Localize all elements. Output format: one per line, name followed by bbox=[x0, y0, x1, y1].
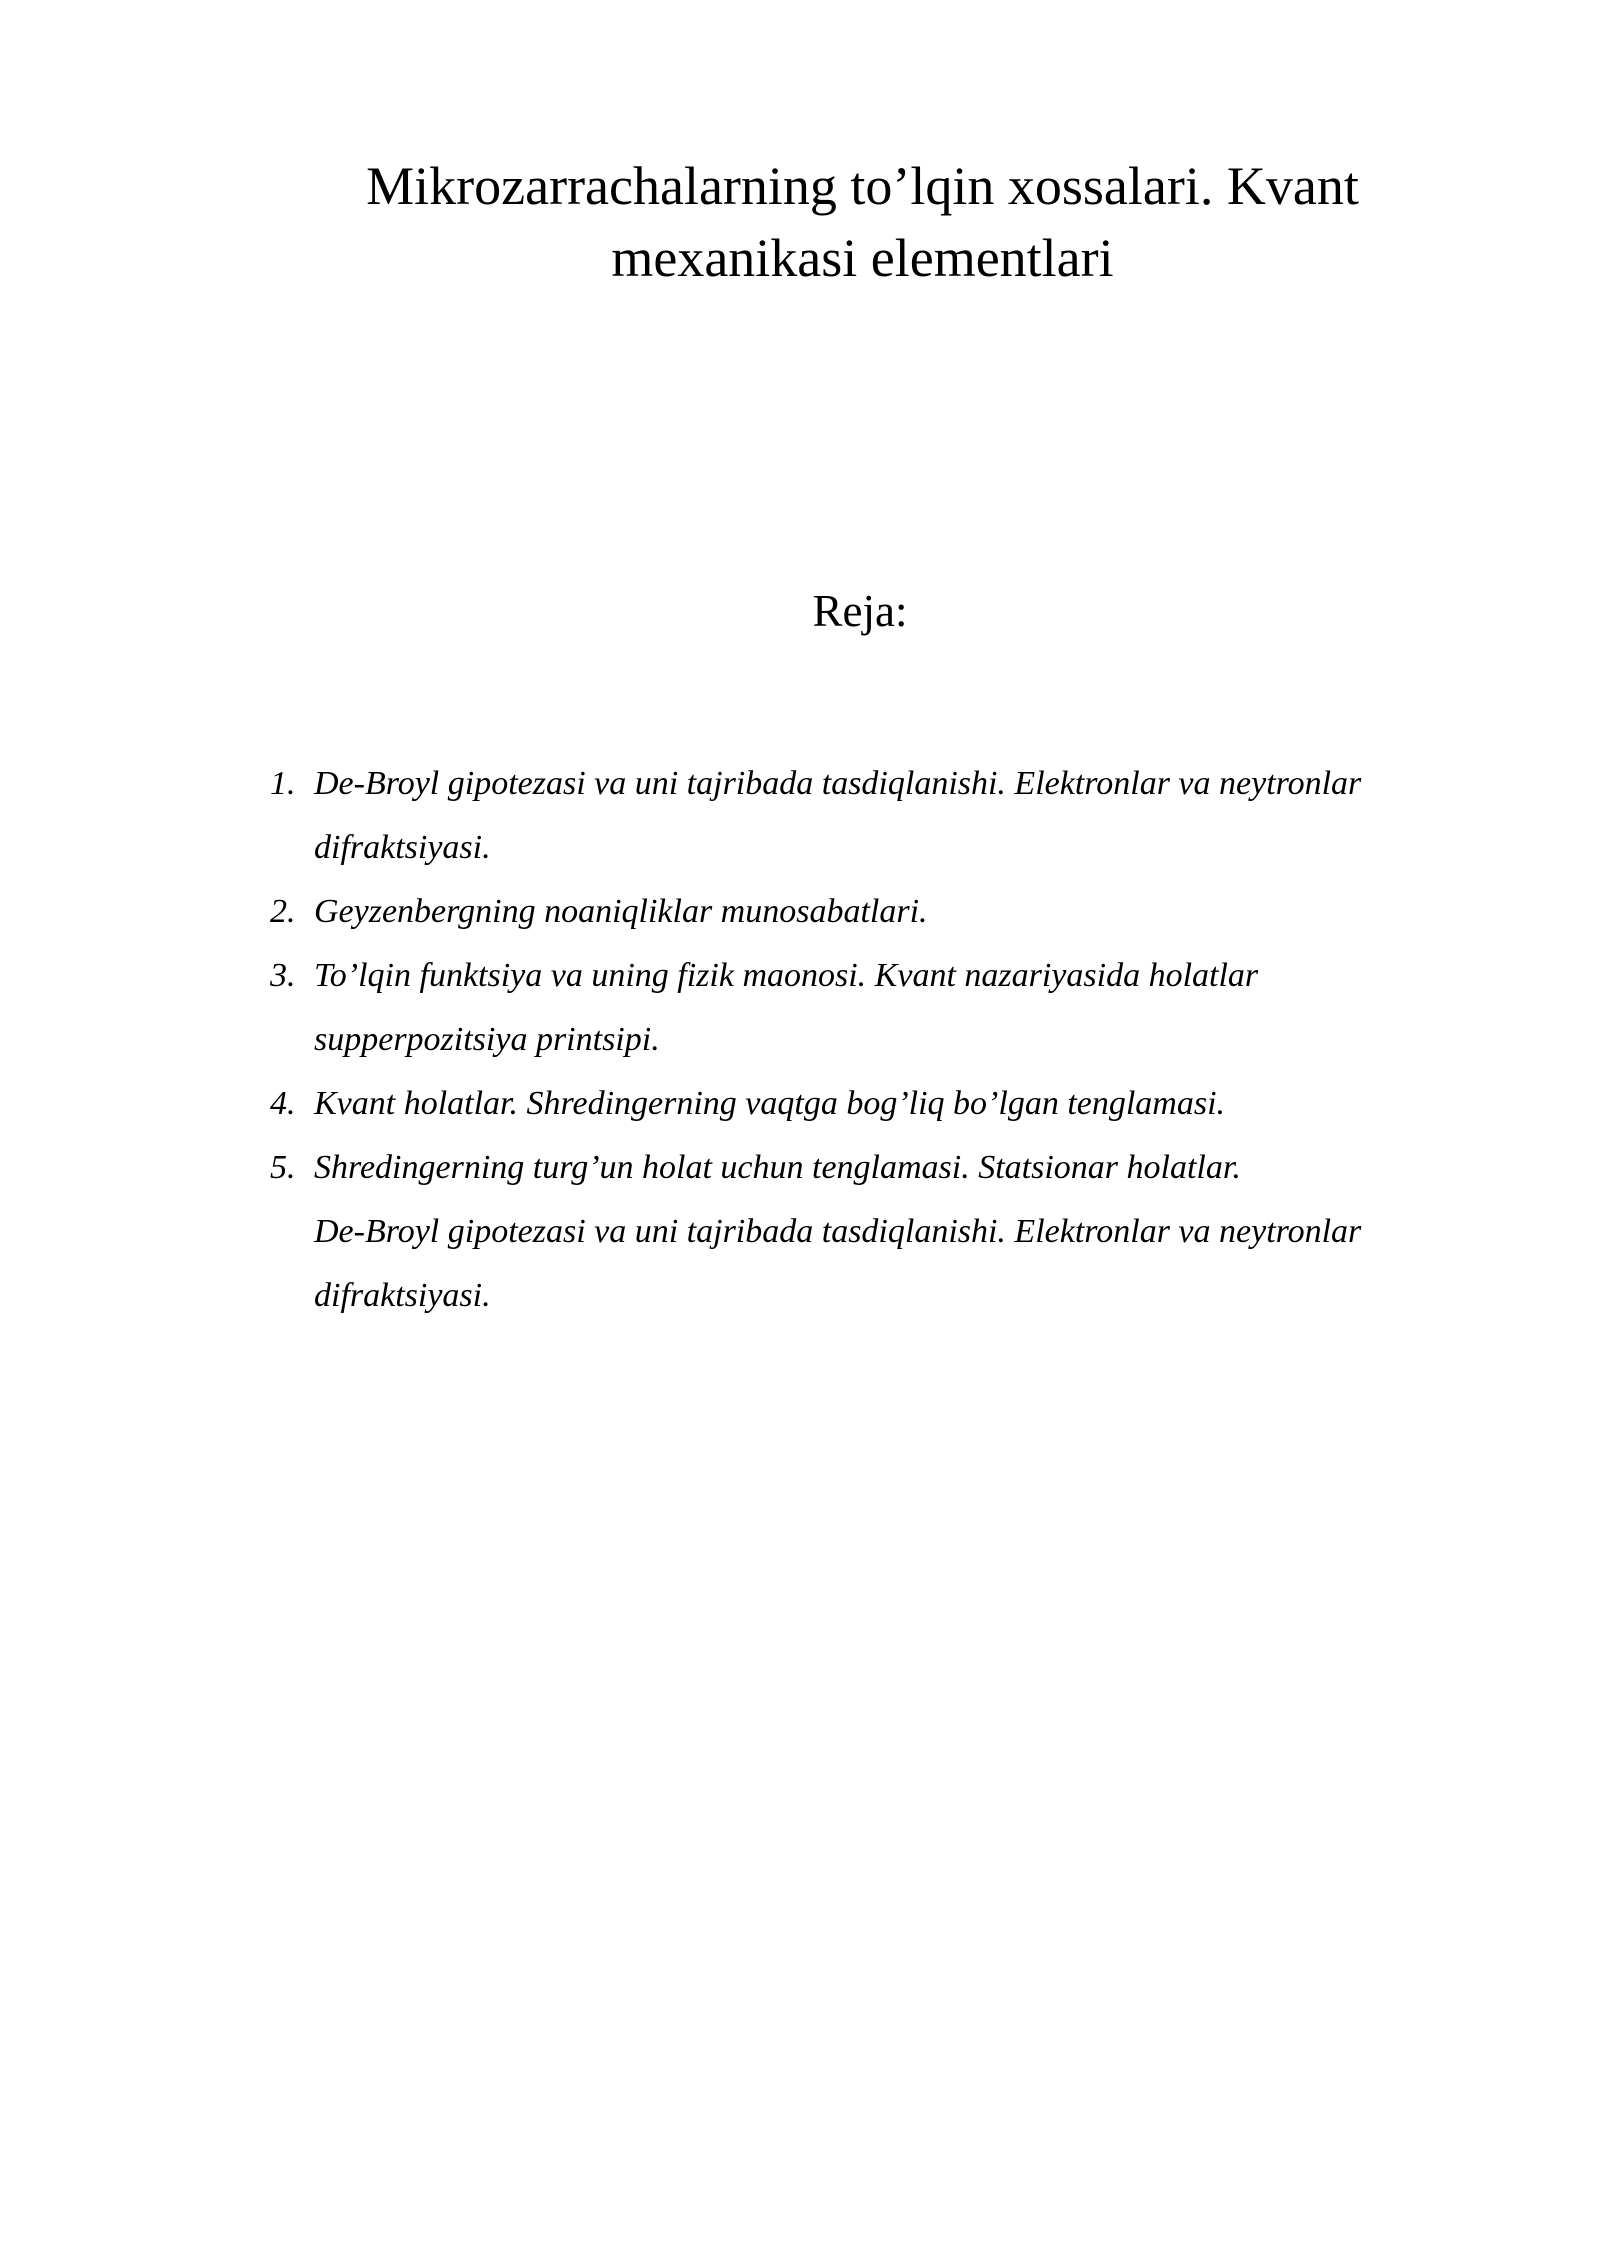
plan-item-line: difraktsiyasi. bbox=[314, 829, 491, 866]
plan-item-line: Kvant holatlar. Shredingerning vaqtga bog’liq bo’lgan tenglamasi. bbox=[314, 1085, 1226, 1122]
plan-item bbox=[270, 944, 1530, 1072]
plan-item-number: 5. bbox=[270, 1149, 296, 1186]
plan-item-line: Shredingerning turg’un holat uchun tenglamasi. Statsionar holatlar. bbox=[314, 1149, 1241, 1186]
plan-item-number: 4. bbox=[270, 1085, 296, 1122]
plan-item-line: De-Broyl gipotezasi va uni tajribada tasdiqlanishi. Elektronlar va neytronlar bbox=[314, 765, 1362, 802]
plan-list bbox=[270, 752, 1530, 1328]
plan-item-number: 2. bbox=[270, 893, 296, 930]
plan-item-line: Geyzenbergning noaniqliklar munosabatlari. bbox=[314, 893, 928, 930]
plan-item-text bbox=[314, 880, 1530, 944]
plan-item-number: 3. bbox=[270, 957, 296, 994]
plan-item-text bbox=[314, 1072, 1530, 1136]
document-title-line: Mikrozarrachalarning to’lqin xossalari. Kvant bbox=[366, 156, 1359, 216]
plan-item bbox=[270, 1072, 1530, 1136]
plan-heading: Reja: bbox=[812, 586, 908, 636]
plan-item-line: To’lqin funktsiya va uning fizik maonosi. Kvant nazariyasida holatlar bbox=[314, 957, 1259, 994]
document-title bbox=[250, 150, 1475, 294]
plan-item-text bbox=[314, 752, 1530, 880]
plan-item-text bbox=[314, 1136, 1530, 1328]
plan-item-line: difraktsiyasi. bbox=[314, 1277, 491, 1314]
plan-item bbox=[270, 880, 1530, 944]
document-title-line: mexanikasi elementlari bbox=[611, 228, 1114, 288]
plan-item-line: De-Broyl gipotezasi va uni tajribada tasdiqlanishi. Elektronlar va neytronlar bbox=[314, 1213, 1362, 1250]
plan-item bbox=[270, 1136, 1530, 1328]
plan-item bbox=[270, 752, 1530, 880]
plan-item-text bbox=[314, 944, 1530, 1072]
plan-item-number: 1. bbox=[270, 765, 296, 802]
plan-item-line: supperpozitsiya printsipi. bbox=[314, 1021, 660, 1058]
